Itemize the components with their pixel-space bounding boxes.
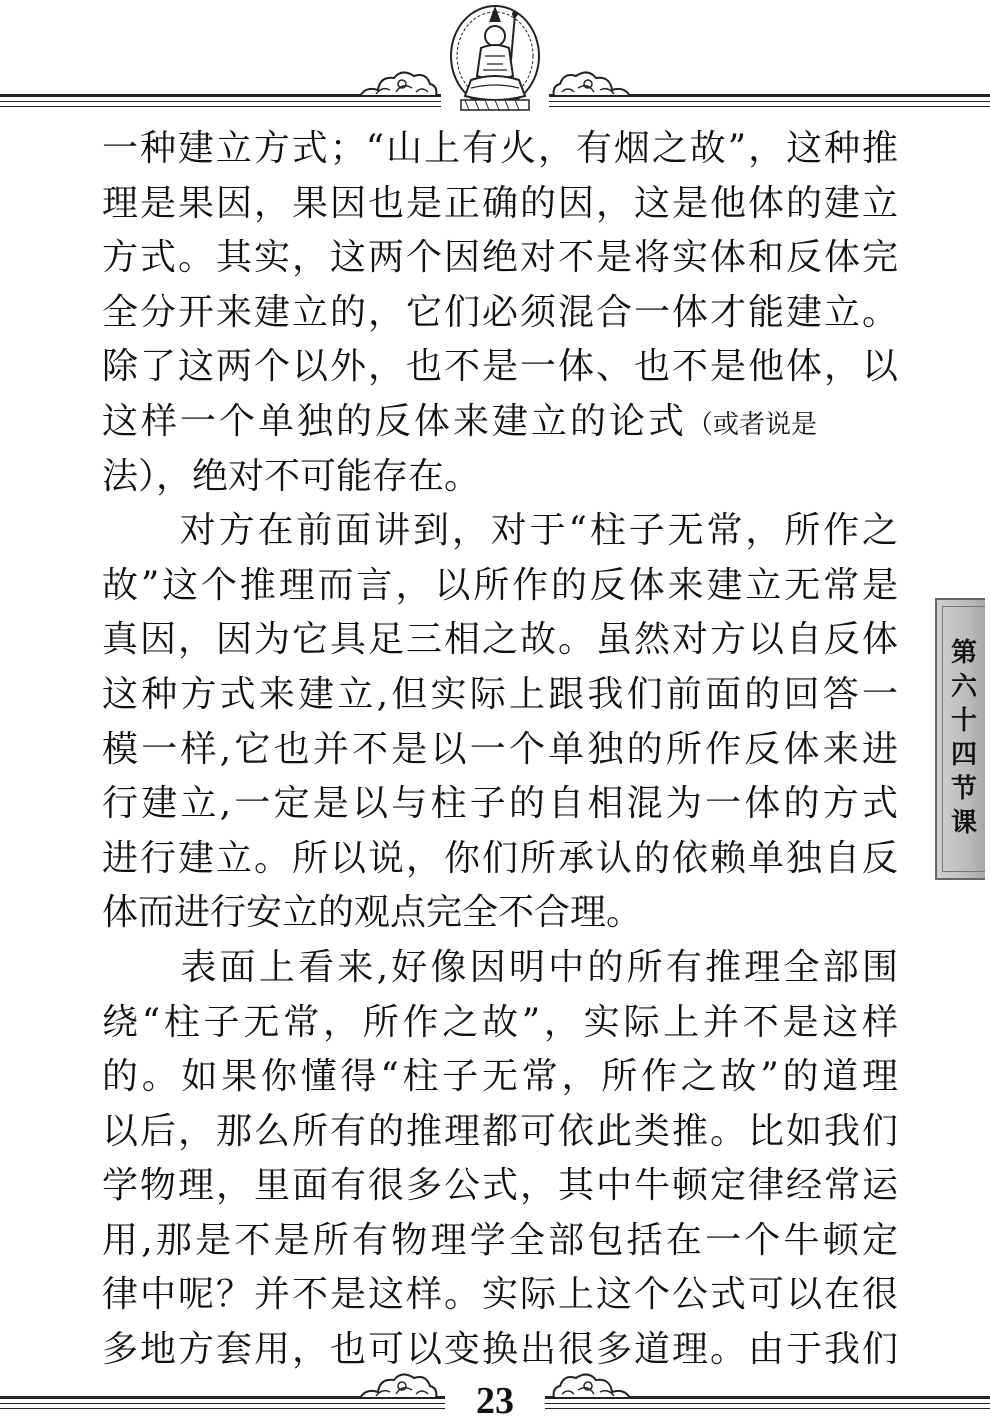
text-line: 的。如果你懂得“柱子无常，所作之故”的道理 (102, 1056, 898, 1098)
cloud-left-icon (356, 66, 440, 102)
text-line: 律中呢？并不是这样。实际上这个公式可以在很 (102, 1274, 898, 1316)
chapter-tab (935, 598, 985, 880)
text-line: 多地方套用，也可以变换出很多道理。由于我们 (102, 1329, 898, 1371)
text-line: 故”这个推理而言，以所作的反体来建立无常是 (102, 564, 898, 606)
chapter-tab-label: 第六十四节课 (946, 638, 977, 842)
text-line: 绕“柱子无常，所作之故”，实际上并不是这样 (102, 1001, 898, 1043)
cloud-right-icon (550, 66, 634, 102)
page-number: 23 (445, 1378, 545, 1424)
guru-rinpoche-emblem-icon (441, 0, 549, 112)
footer-cloud-left-icon (356, 1368, 440, 1404)
footer-cloud-right-icon (550, 1368, 634, 1404)
text-line: 体而进行安立的观点完全不合理。 (102, 892, 643, 934)
text-line: 法），绝对不可能存在。 (102, 455, 481, 497)
text-line: 模一样,它也并不是以一个单独的所作反体来进 (102, 728, 898, 770)
text-line (102, 395, 898, 450)
text-line: 真因，因为它具足三相之故。虽然对方以自反体 (102, 619, 898, 661)
text-line: 以后，那么所有的推理都可依此类推。比如我们 (102, 1110, 898, 1152)
text-line: 一种建立方式；“山上有火，有烟之故”，这种推 (102, 128, 898, 169)
text-line: 这种方式来建立,但实际上跟我们前面的回答一 (102, 673, 898, 715)
text-line-main: 这样一个单独的反体来建立的论式 (102, 400, 688, 442)
text-line: 理是果因，果因也是正确的因，这是他体的建立 (102, 182, 898, 224)
body-text (102, 122, 898, 1378)
text-line: 行建立,一定是以与柱子的自相混为一体的方式 (102, 783, 898, 825)
text-line: 方式。其实，这两个因绝对不是将实体和反体完 (102, 237, 898, 279)
text-line: 对方在前面讲到，对于“柱子无常，所作之 (102, 510, 898, 552)
text-note: （或者说是 (687, 409, 818, 440)
text-line: 除了这两个以外，也不是一体、也不是他体，以 (102, 346, 898, 388)
text-line: 进行建立。所以说，你们所承认的依赖单独自反 (102, 837, 898, 879)
text-line: 表面上看来,好像因明中的所有推理全部围 (102, 946, 898, 988)
text-line: 全分开来建立的，它们必须混合一体才能建立。 (102, 291, 898, 333)
text-line: 学物理，里面有很多公式，其中牛顿定律经常运 (102, 1165, 898, 1207)
text-line: 用,那是不是所有物理学全部包括在一个牛顿定 (102, 1219, 898, 1261)
